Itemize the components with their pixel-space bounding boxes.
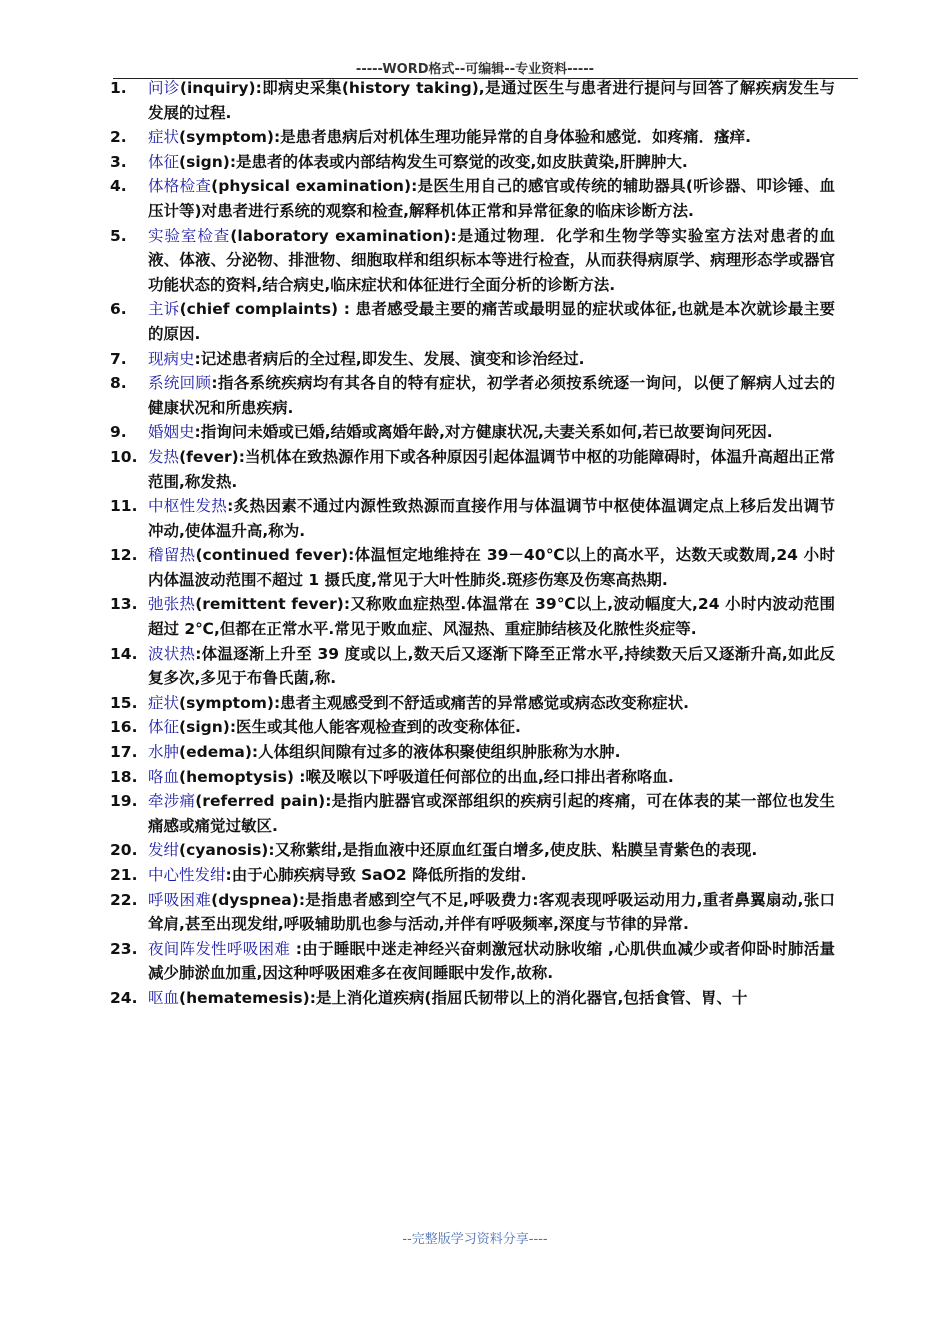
item-term: 体征 [148, 152, 180, 171]
item-term: 系统回顾 [148, 374, 212, 393]
list-item [110, 691, 835, 716]
page-header: -----WORD格式--可编辑--专业资料----- [355, 62, 595, 77]
item-number: 4. [110, 177, 127, 196]
item-definition: :记述患者病后的全过程,即发生、发展、演变和诊治经过. [194, 349, 585, 368]
item-number: 22. [110, 890, 138, 909]
list-item [110, 642, 835, 691]
item-term: 波状热 [148, 644, 196, 663]
item-term: 呕血 [148, 988, 180, 1007]
item-definition: :医生或其他人能客观检查到的改变称体征. [229, 718, 521, 737]
item-english: (sign) [179, 718, 230, 737]
item-definition: :是患者患病后对机体生理功能异常的自身体验和感觉．如疼痛．瘙痒. [273, 128, 752, 147]
item-definition: :是上消化道疾病(指屈氏韧带以上的消化器官,包括食管、胃、十 [309, 988, 748, 1007]
item-term: 体格检查 [148, 177, 212, 196]
list-item [110, 125, 835, 150]
item-number: 15. [110, 693, 138, 712]
list-item [110, 297, 835, 346]
item-english: (hematemesis) [179, 988, 310, 1007]
item-english: (hemoptysis) [179, 767, 294, 786]
item-term: 水肿 [148, 743, 180, 762]
item-term: 咯血 [148, 767, 180, 786]
item-term: 问诊 [148, 79, 180, 97]
item-term: 主诉 [148, 300, 180, 319]
list-item [110, 174, 835, 223]
item-definition: :由于睡眠中迷走神经兴奋刺激冠状动脉收缩 ,心肌供血减少或者仰卧时肺活量减少肺淤血加重,因这种呼吸困难多在夜间睡眠中发作,故称. [148, 939, 835, 983]
item-definition: :又称紫绀,是指血液中还原血红蛋白增多,使皮肤、粘膜呈青紫色的表现. [268, 841, 758, 860]
item-number: 5. [110, 226, 127, 245]
item-number: 9. [110, 423, 127, 442]
item-definition: :是患者的体表或内部结构发生可察觉的改变,如皮肤黄染,肝脾肿大. [229, 152, 688, 171]
item-definition: :指各系统疾病均有其各自的特有症状，初学者必须按系统逐一询问，以便了解病人过去的健康状况和所患疾病. [148, 374, 835, 417]
item-number: 23. [110, 939, 138, 958]
list-item [110, 420, 835, 445]
item-english: (physical examination) [211, 177, 412, 196]
item-number: 7. [110, 349, 127, 368]
item-definition: :是指患者感到空气不足,呼吸费力:客观表现呼吸运动用力,重者鼻翼扇动,张口耸肩,甚至出现发绀,呼吸辅助肌也参与活动,并伴有呼吸频率,深度与节律的异常. [148, 890, 835, 934]
item-definition: :患者主观感受到不舒适或痛苦的异常感觉或病态改变称症状. [273, 693, 690, 712]
item-number: 13. [110, 595, 138, 614]
item-number: 20. [110, 841, 138, 860]
item-term: 弛张热 [148, 595, 196, 614]
item-number: 19. [110, 792, 138, 811]
item-english: (continued fever) [195, 546, 349, 565]
list-item [110, 347, 835, 372]
list-item [110, 150, 835, 175]
list-item [110, 765, 835, 790]
item-definition: :是通过物理．化学和生物学等实验室方法对患者的血液、体液、分泌物、排泄物、细胞取样和组织标本等进行检查，从而获得病原学、病理形态学或器官功能状态的资料,结合病史,临床症状和体征进行全面分析的诊断方法. [148, 226, 835, 294]
item-definition: :指询问未婚或已婚,结婚或离婚年龄,对方健康状况,夫妻关系如何,若已故要询问死因. [194, 423, 773, 442]
item-english: (referred pain) [195, 792, 326, 811]
item-definition: :体温逐渐上升至 39 度或以上,数天后又逐渐下降至正常水平,持续数天后又逐渐升高,如此反复多次,多见于布鲁氏菌,称. [148, 644, 835, 688]
item-definition: : 患者感受最主要的痛苦或最明显的症状或体征,也就是本次就诊最主要的原因. [148, 300, 835, 343]
page-footer: --完整版学习资料分享---- [402, 1232, 548, 1247]
item-number: 6. [110, 300, 127, 319]
item-term: 中心性发绀 [148, 866, 226, 884]
item-term: 体征 [148, 718, 180, 737]
item-number: 18. [110, 767, 138, 786]
item-definition: :炙热因素不通过内源性致热源而直接作用与体温调节中枢使体温调定点上移后发出调节冲动,使体温升高,称为. [148, 497, 835, 540]
item-term: 症状 [148, 693, 180, 712]
item-definition: :体温恒定地维持在 39－40℃以上的高水平，达数天或数周,24 小时内体温波动范围不超过 1 摄氏度,常见于大叶性肺炎.斑疹伤寒及伤寒高热期. [148, 546, 835, 589]
item-number: 1. [110, 79, 127, 97]
list-item [110, 715, 835, 740]
item-number: 3. [110, 152, 127, 171]
item-number: 14. [110, 644, 138, 663]
item-number: 10. [110, 447, 138, 466]
item-term: 稽留热 [148, 546, 196, 565]
item-english: (inquiry) [179, 79, 256, 97]
item-number: 8. [110, 374, 127, 393]
list-item [110, 986, 835, 1011]
list-item [110, 888, 835, 937]
item-english: (remittent fever) [195, 595, 344, 614]
list-item [110, 592, 835, 641]
item-number: 12. [110, 546, 138, 565]
item-term: 现病史 [148, 349, 195, 368]
list-item [110, 494, 835, 543]
item-term: 发热 [148, 447, 180, 466]
item-definition: :人体组织间隙有过多的液体积聚使组织肿胀称为水肿. [251, 743, 621, 762]
item-number: 16. [110, 718, 138, 737]
item-english: (symptom) [179, 693, 274, 712]
item-term: 症状 [148, 128, 180, 147]
item-english: (symptom) [179, 128, 274, 147]
item-definition: :喉及喉以下呼吸道任何部位的出血,经口排出者称咯血. [293, 767, 674, 786]
item-term: 婚姻史 [148, 423, 195, 442]
list-item [110, 838, 835, 863]
item-term: 牵涉痛 [148, 792, 196, 811]
item-definition: :当机体在致热源作用下或各种原因引起体温调节中枢的功能障碍时，体温升高超出正常范围,称发热. [148, 447, 835, 491]
item-definition: :由于心肺疾病导致 SaO2 降低所指的发绀. [225, 866, 527, 884]
list-item [110, 371, 835, 420]
item-english: (edema) [179, 743, 252, 762]
item-number: 21. [110, 866, 138, 884]
item-english: (sign) [179, 152, 230, 171]
list-item [110, 76, 835, 125]
list-item [110, 740, 835, 765]
item-number: 24. [110, 988, 138, 1007]
item-english: (laboratory examination) [230, 226, 451, 245]
item-english: (dyspnea) [211, 890, 299, 909]
item-number: 17. [110, 743, 138, 762]
item-definition: :又称败血症热型.体温常在 39℃以上,波动幅度大,24 小时内波动范围超过 2℃,但都在正常水平.常见于败血症、风湿热、重症肺结核及化脓性炎症等. [148, 595, 835, 639]
item-number: 11. [110, 497, 138, 516]
item-number: 2. [110, 128, 127, 147]
item-english: (fever) [179, 447, 239, 466]
list-item [110, 445, 835, 494]
definition-list [110, 76, 835, 1011]
item-term: 发绀 [148, 841, 180, 860]
item-term: 夜间阵发性呼吸困难 [148, 939, 291, 958]
item-term: 中枢性发热 [148, 497, 228, 516]
item-english: (cyanosis) [179, 841, 269, 860]
item-definition: :是指内脏器官或深部组织的疾病引起的疼痛，可在体表的某一部位也发生痛感或痛觉过敏区. [148, 792, 835, 835]
item-definition: :即病史采集(history taking),是通过医生与患者进行提问与回答了解疾病发生与发展的过程. [148, 79, 835, 122]
list-item [110, 543, 835, 592]
list-item [110, 863, 835, 888]
list-item [110, 937, 835, 986]
item-term: 呼吸困难 [148, 890, 212, 909]
list-item [110, 224, 835, 298]
list-item [110, 789, 835, 838]
item-term: 实验室检查 [148, 226, 231, 245]
item-english: (chief complaints) [179, 300, 339, 319]
item-definition: :是医生用自己的感官或传统的辅助器具(听诊器、叩诊锤、血压计等)对患者进行系统的观察和检查,解释机体正常和异常征象的临床诊断方法. [148, 177, 835, 220]
